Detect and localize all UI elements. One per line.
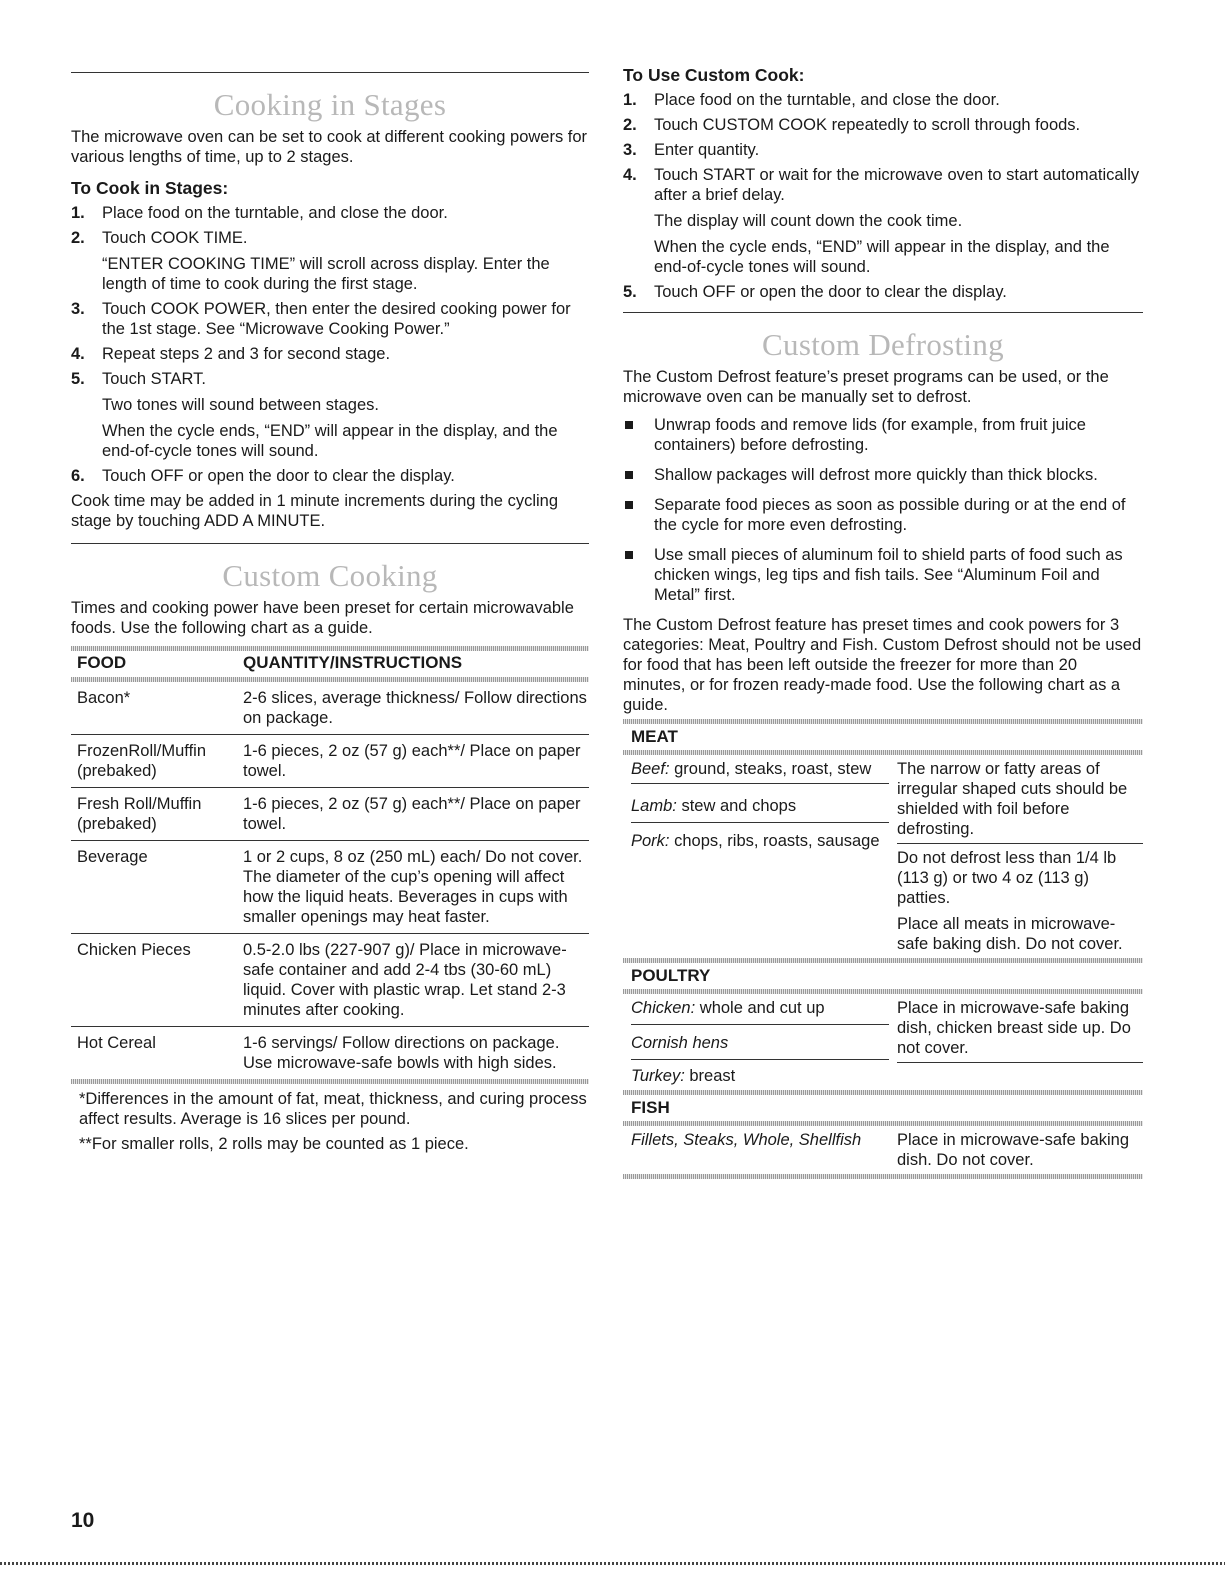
list-item: Use small pieces of aluminum foil to shield parts of food such as chicken wings, leg tips and fish tails. See “Aluminum Foil and Metal” first. bbox=[623, 545, 1143, 605]
category-fish: FISH bbox=[631, 1098, 670, 1117]
defrost-table-poultry bbox=[623, 994, 1143, 1090]
list-item: 5. Touch OFF or open the door to clear the display. bbox=[623, 283, 1007, 301]
category-meat: MEAT bbox=[631, 727, 678, 746]
section-title-cooking-in-stages: Cooking in Stages bbox=[213, 87, 447, 122]
defrost-table-meat bbox=[623, 755, 1143, 958]
table-bottom-rule bbox=[71, 1079, 589, 1084]
defrost-table-fish bbox=[623, 1126, 1143, 1174]
table-row: Chicken Pieces 0.5-2.0 lbs (227-907 g)/ Place in microwave-safe container and add 2-4 tbs (30-60 mL) liquid. Cover with plastic wrap. Let stand 2-3 minutes after cooking. bbox=[71, 934, 589, 1027]
list-item: Shallow packages will defrost more quickly than thick blocks. bbox=[623, 465, 1143, 485]
list-item: 4. Touch START or wait for the microwave oven to start automatically after a brief delay. The display will count down the cook time. When the cycle ends, “END” will appear in the display, and the end-of-cycle tones will sound. bbox=[623, 166, 1140, 276]
defrost-intro: The Custom Defrost feature’s preset programs can be used, or the microwave oven can be manually set to defrost. bbox=[623, 368, 1109, 406]
stages-outro: Cook time may be added in 1 minute increments during the cycling stage by touching ADD A MINUTE. bbox=[71, 492, 558, 530]
column-header-food: FOOD bbox=[77, 653, 127, 672]
list-item: Unwrap foods and remove lids (for example, from fruit juice containers) before defrosting. bbox=[623, 415, 1143, 455]
custom-cook-heading: To Use Custom Cook: bbox=[623, 65, 805, 85]
section-title-custom-defrosting: Custom Defrosting bbox=[762, 327, 1004, 362]
table-row: Fresh Roll/Muffin (prebaked) 1-6 pieces, 2 oz (57 g) each**/ Place on paper towel. bbox=[71, 788, 589, 841]
list-item: 3. Touch COOK POWER, then enter the desired cooking power for the 1st stage. See “Microwave Cooking Power.” bbox=[71, 300, 571, 338]
section-divider bbox=[71, 543, 589, 544]
bullet-icon bbox=[625, 471, 633, 479]
list-item: 4. Repeat steps 2 and 3 for second stage. bbox=[71, 345, 391, 363]
bullet-icon bbox=[625, 551, 633, 559]
bullet-icon bbox=[625, 501, 633, 509]
stages-heading: To Cook in Stages: bbox=[71, 178, 229, 198]
list-item: 2. Touch CUSTOM COOK repeatedly to scroll through foods. bbox=[623, 116, 1081, 134]
column-header-quantity: QUANTITY/INSTRUCTIONS bbox=[243, 653, 463, 672]
table-row: Beverage 1 or 2 cups, 8 oz (250 mL) each/ Do not cover. The diameter of the cup’s opening will affect how the liquid heats. Beverages in cups with smaller openings may heat faster. bbox=[71, 841, 589, 934]
defrost-tips bbox=[623, 415, 1143, 605]
custom-cooking-table bbox=[71, 651, 589, 1079]
defrost-outro: The Custom Defrost feature has preset times and cook powers for 3 categories: Meat, Poultry and Fish. Custom Defrost should not be used for food that has been left outside the freezer for more than 20 minutes, or for frozen ready-made food. Use the following chart as a guide. bbox=[623, 616, 1142, 714]
list-item: 1. Place food on the turntable, and close the door. bbox=[71, 204, 448, 222]
bullet-icon bbox=[625, 421, 633, 429]
stages-steps bbox=[71, 203, 589, 486]
list-item: 5. Touch START. Two tones will sound between stages. When the cycle ends, “END” will appear in the display, and the end-of-cycle tones will sound. bbox=[71, 370, 558, 460]
left-column bbox=[71, 60, 589, 1154]
list-item: 6. Touch OFF or open the door to clear the display. bbox=[71, 467, 455, 485]
section-divider bbox=[623, 312, 1143, 313]
table-row: Hot Cereal 1-6 servings/ Follow directions on package. Use microwave-safe bowls with high sides. bbox=[77, 1034, 560, 1072]
list-item: 3. Enter quantity. bbox=[623, 141, 760, 159]
footnote-bacon: *Differences in the amount of fat, meat, thickness, and curing process affect results. Average is 16 slices per pound. bbox=[79, 1090, 587, 1128]
category-poultry: POULTRY bbox=[631, 966, 711, 985]
section-divider bbox=[71, 72, 589, 73]
list-item: 2. Touch COOK TIME. “ENTER COOKING TIME” will scroll across display. Enter the length of time to cook during the first stage. bbox=[71, 229, 550, 293]
table-row: Beef: ground, steaks, roast, stew Lamb: stew and chops Pork: chops, ribs, roasts, sausage The narrow or fatty areas of irregular shaped cuts should be shielded with foil before defrosting. Do not defrost less than 1/4 lb (113 g) or two 4 oz (113 g) patties. Place all meats in microwave-safe baking dish. Do not cover. bbox=[623, 755, 1143, 958]
custom-cook-steps bbox=[623, 90, 1143, 302]
page-bottom-rule bbox=[0, 1562, 1225, 1565]
table-row: FrozenRoll/Muffin (prebaked) 1-6 pieces, 2 oz (57 g) each**/ Place on paper towel. bbox=[71, 735, 589, 788]
list-item: Separate food pieces as soon as possible during or at the end of the cycle for more even defrosting. bbox=[623, 495, 1143, 535]
stages-intro: The microwave oven can be set to cook at different cooking powers for various lengths of time, up to 2 stages. bbox=[71, 128, 588, 166]
table-row: Fillets, Steaks, Whole, Shellfish Place in microwave-safe baking dish. Do not cover. bbox=[631, 1131, 1130, 1169]
custom-intro: Times and cooking power have been preset for certain microwavable foods. Use the following chart as a guide. bbox=[71, 599, 574, 637]
table-row: Chicken: whole and cut up Cornish hens Turkey: breast Place in microwave-safe baking dish, chicken breast side up. Do not cover. bbox=[623, 994, 1143, 1090]
footnote-rolls: **For smaller rolls, 2 rolls may be counted as 1 piece. bbox=[79, 1135, 469, 1153]
section-title-custom-cooking: Custom Cooking bbox=[222, 558, 438, 593]
list-item: 1. Place food on the turntable, and close the door. bbox=[623, 91, 1000, 109]
table-row: Bacon* 2-6 slices, average thickness/ Follow directions on package. bbox=[71, 682, 589, 735]
right-column bbox=[623, 64, 1143, 1179]
page-number: 10 bbox=[71, 1509, 95, 1532]
table-bottom-rule bbox=[623, 1174, 1143, 1179]
